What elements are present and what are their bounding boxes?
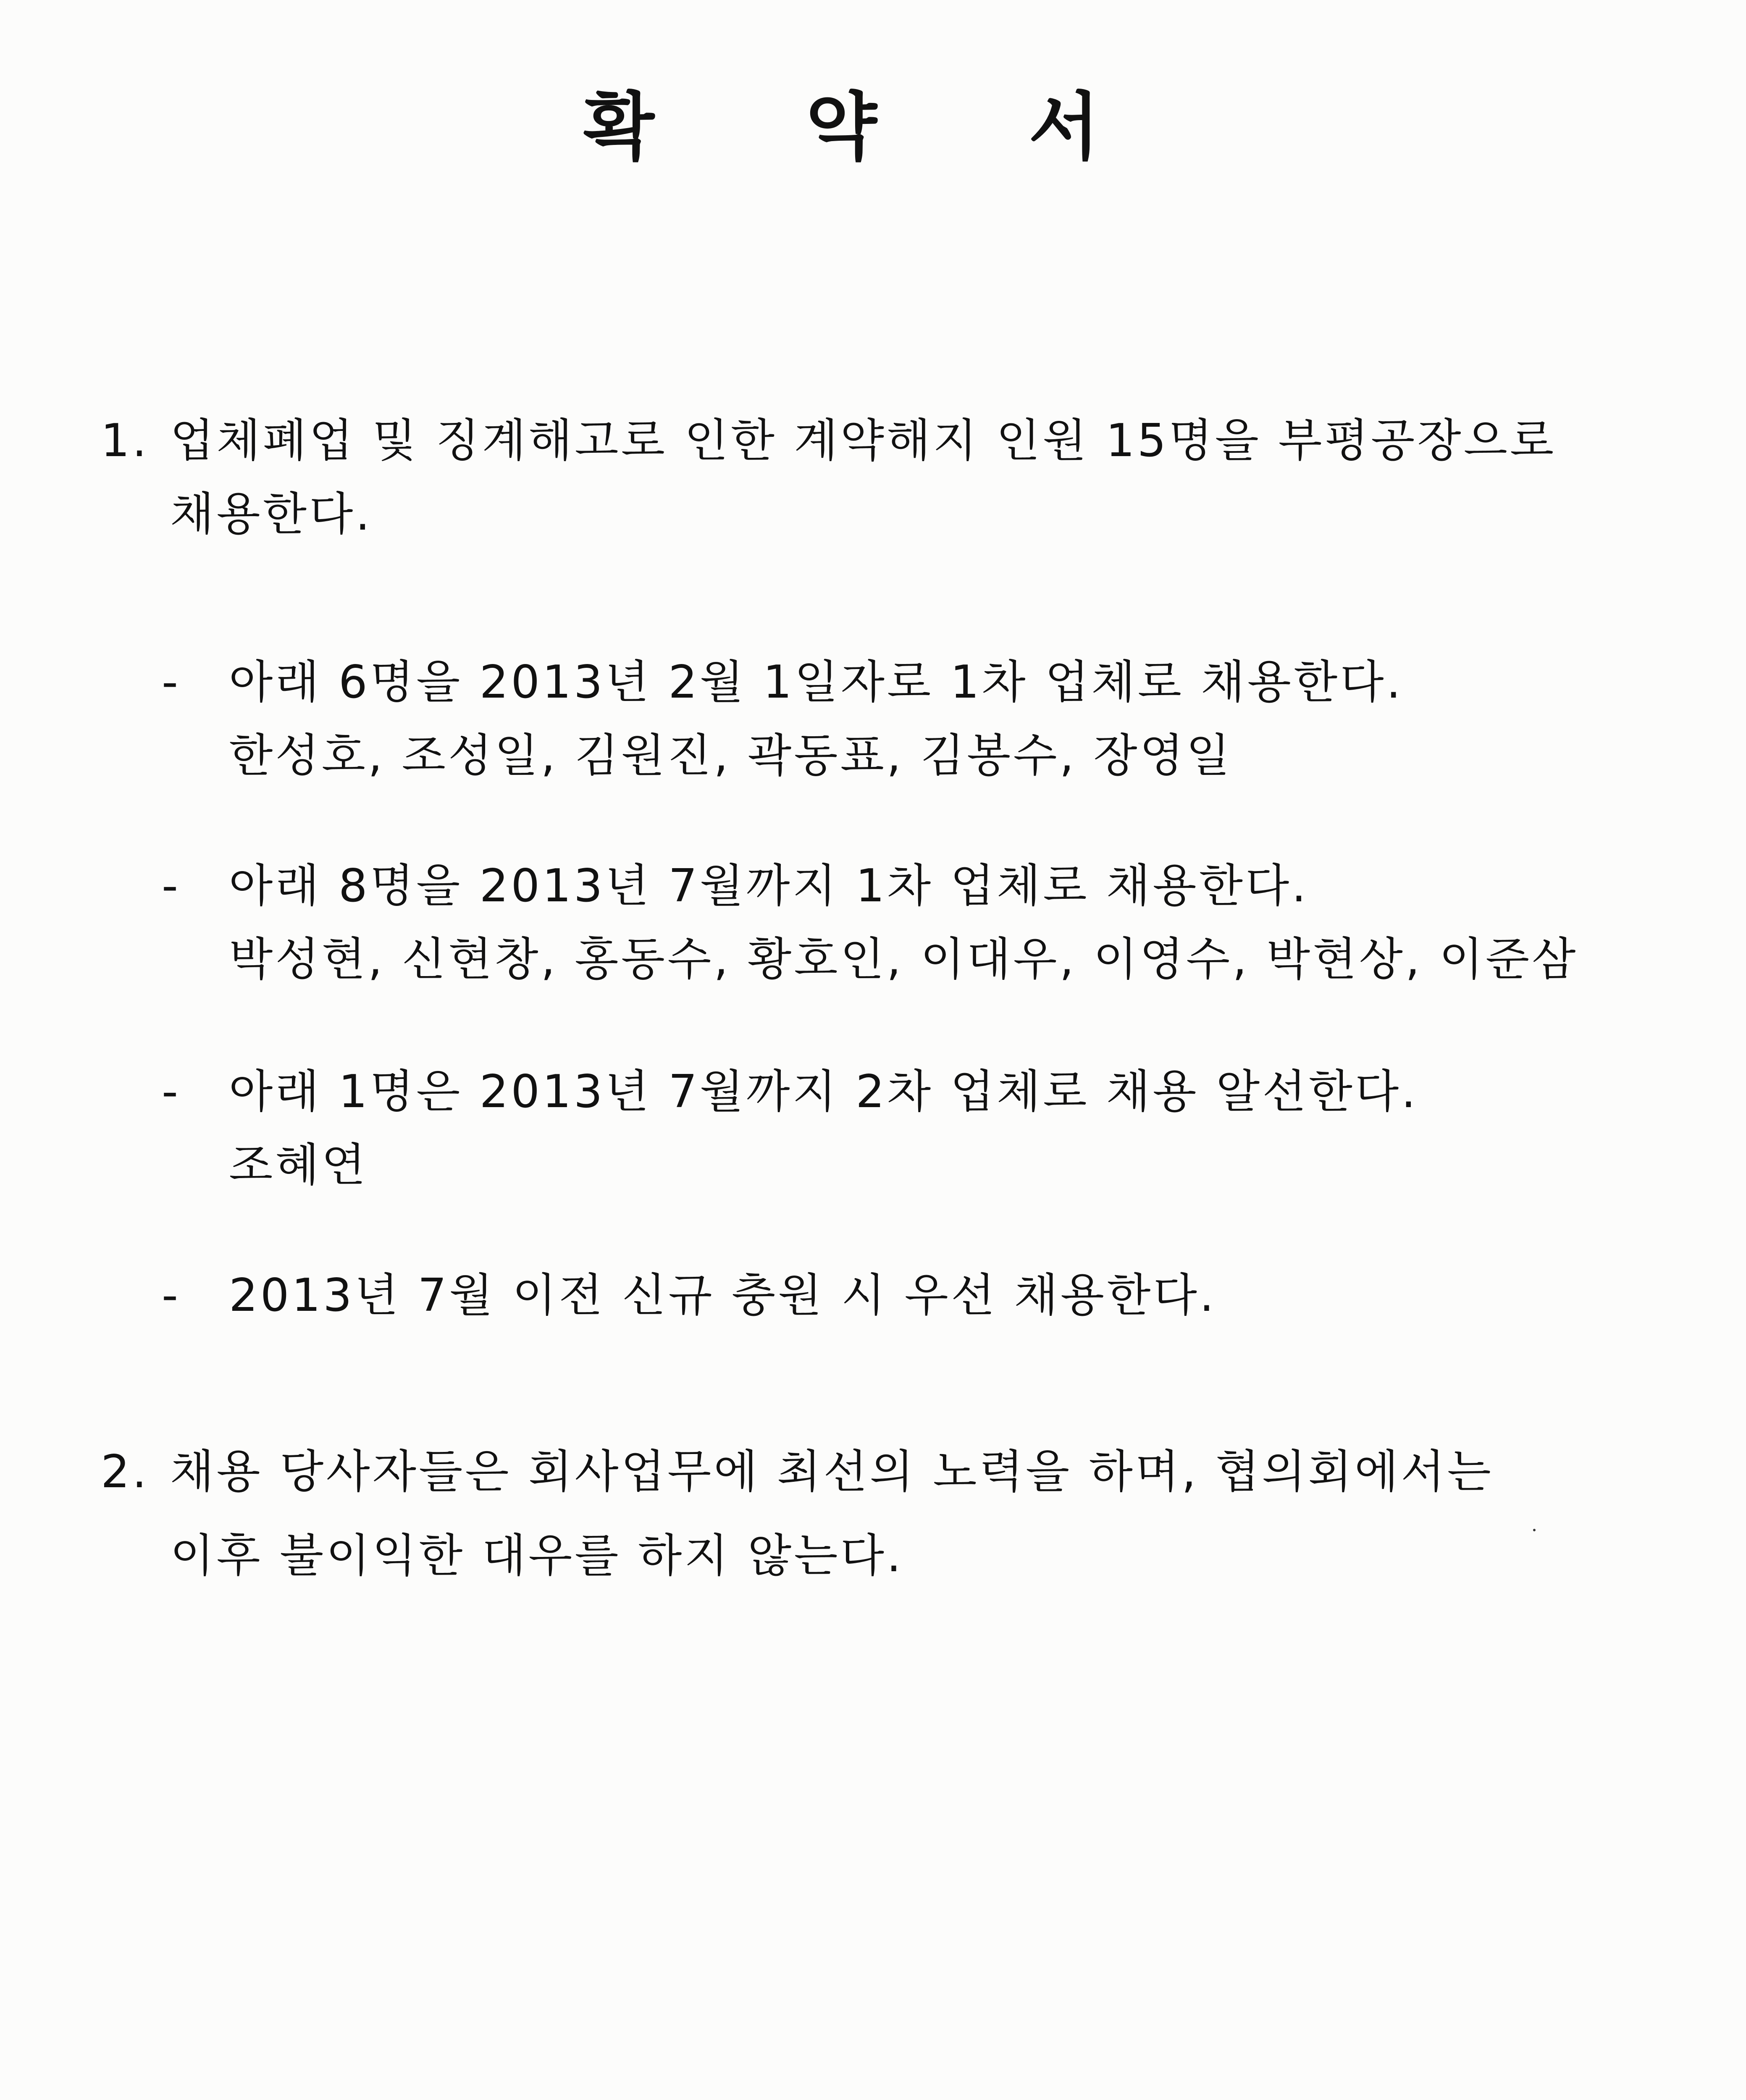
sub-item-2-text: 아래 8명을 2013년 7월까지 1차 업체로 채용한다. [229,860,1309,912]
sub-item-2-dash: - [162,860,181,912]
sub-item-2-names: 박성현, 신현창, 홍동수, 황호인, 이대우, 이영수, 박현상, 이준삼 [229,933,1578,986]
scan-speck [1533,1529,1536,1531]
sub-item-3-text: 아래 1명은 2013년 7월까지 2차 업체로 채용 알선한다. [229,1066,1418,1118]
sub-item-3-dash: - [162,1066,181,1118]
sub-item-4-text: 2013년 7월 이전 신규 충원 시 우선 채용한다. [229,1269,1217,1322]
sub-item-3-names: 조혜연 [229,1139,368,1192]
sub-item-1-dash: - [162,656,181,709]
sub-item-1-text: 아래 6명을 2013년 2월 1일자로 1차 업체로 채용한다. [229,656,1403,709]
document-title: 확 약 서 [583,84,1163,170]
document-date [0,2090,1746,2100]
sub-item-4-dash: - [162,1269,181,1322]
item-2-line-1: 채용 당사자들은 회사업무에 최선의 노력을 하며, 협의회에서는 [170,1446,1494,1498]
item-2-line-2: 이후 불이익한 대우를 하지 않는다. [170,1530,904,1582]
item-2-number: 2. [101,1446,150,1498]
item-1-line-1: 업체폐업 및 징계해고로 인한 계약해지 인원 15명을 부평공장으로 [170,415,1557,467]
sub-item-1-names: 한성호, 조성일, 김원진, 곽동표, 김봉수, 장영일 [229,730,1233,782]
item-1-number: 1. [101,415,150,467]
item-1-line-2: 채용한다. [170,488,373,541]
